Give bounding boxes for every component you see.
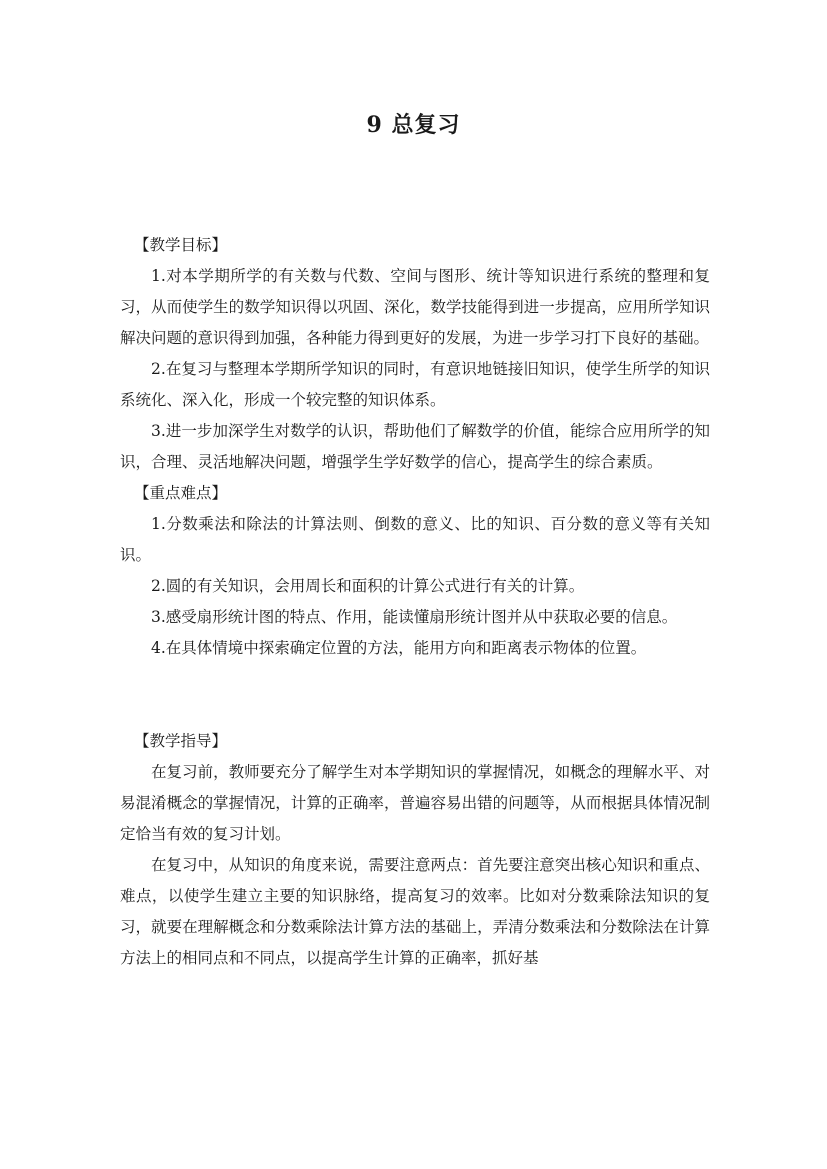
document-body (120, 230, 710, 974)
key-points-heading: 【重点难点】 (134, 484, 228, 502)
objective-item-1: 1.对本学期所学的有关数与代数、空间与图形、统计等知识进行系统的整理和复习，从而使学生的数学知识得以巩固、深化，数学技能得到进一步提高，应用所学知识解决问题的意识得到加强，各种能力得到更好的发展，为进一步学习打下良好的基础。 (120, 267, 710, 347)
key-point-item-3: 3.感受扇形统计图的特点、作用，能读懂扇形统计图并从中获取必要的信息。 (151, 608, 678, 626)
key-point-item-2: 2.圆的有关知识，会用周长和面积的计算公式进行有关的计算。 (151, 577, 585, 595)
guidance-heading: 【教学指导】 (134, 732, 228, 750)
key-point-item-1: 1.分数乘法和除法的计算法则、倒数的意义、比的知识、百分数的意义等有关知识。 (120, 515, 710, 564)
page-title: 9 总复习 (366, 112, 461, 138)
guidance-paragraph-1: 在复习前，教师要充分了解学生对本学期知识的掌握情况，如概念的理解水平、对易混淆概念的掌握情况，计算的正确率，普遍容易出错的问题等，从而根据具体情况制定恰当有效的复习计划。 (120, 763, 710, 843)
objective-item-2: 2.在复习与整理本学期所学知识的同时，有意识地链接旧知识，使学生所学的知识系统化、深入化，形成一个较完整的知识体系。 (120, 360, 710, 409)
section-spacer (120, 664, 710, 695)
objective-item-3: 3.进一步加深学生对数学的认识，帮助他们了解数学的价值，能综合应用所学的知识，合理、灵活地解决问题，增强学生学好数学的信心，提高学生的综合素质。 (120, 422, 710, 471)
guidance-paragraph-2: 在复习中，从知识的角度来说，需要注意两点：首先要注意突出核心知识和重点、难点，以使学生建立主要的知识脉络，提高复习的效率。比如对分数乘除法知识的复习，就要在理解概念和分数乘除法计算方法的基础上，弄清分数乘法和分数除法在计算方法上的相同点和不同点，以提高学生计算的正确率，抓好基 (120, 856, 710, 967)
objectives-heading: 【教学目标】 (134, 236, 228, 254)
key-point-item-4: 4.在具体情境中探索确定位置的方法，能用方向和距离表示物体的位置。 (151, 639, 647, 657)
section-spacer (120, 695, 710, 726)
